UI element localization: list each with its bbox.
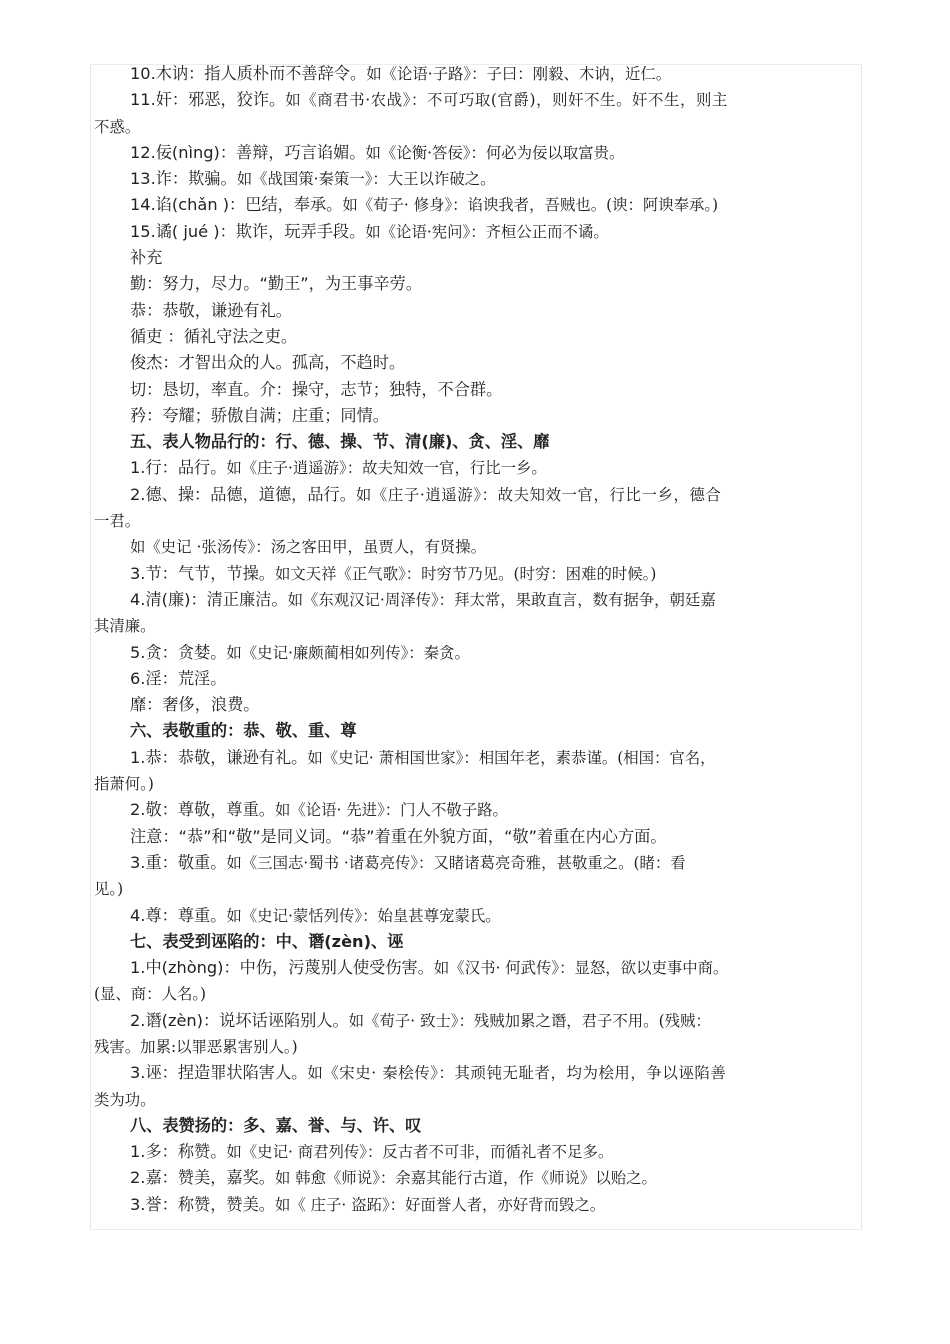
text-line: 1.多：称赞。如《史记· 商君列传》：反古者不可非，而循礼者不足多。 <box>130 1142 614 1162</box>
text-line: 2.德、操：品德，道德，品行。如《庄子·逍遥游》：故夫知效一官，行比一乡，德合 <box>130 484 722 504</box>
text-line: 1.行：品行。如《庄子·逍遥游》：故夫知效一官，行比一乡。 <box>130 458 547 478</box>
section-heading: 五、表人物品行的：行、德、操、节、清(廉)、贪、淫、靡 <box>130 432 550 452</box>
text-line: 见。) <box>94 880 124 899</box>
text-line: (显、商：人名。) <box>94 985 207 1004</box>
section-note: 补充 <box>130 248 163 268</box>
text-line: 3.节：气节，节操。如文天祥《正气歌》：时穷节乃见。(时穷：困难的时候。) <box>130 563 657 583</box>
text-line: 恭：恭敬，谦逊有礼。 <box>130 300 292 320</box>
text-line: 俊杰：才智出众的人。孤高，不趋时。 <box>130 353 406 373</box>
text-line: 指萧何。) <box>94 775 154 794</box>
section-heading: 六、表敬重的：恭、敬、重、尊 <box>130 721 357 741</box>
text-line: 一君。 <box>94 512 141 531</box>
text-line: 10.木讷：指人质朴而不善辞令。如《论语·子路》：子曰：刚毅、木讷，近仁。 <box>130 64 672 83</box>
text-line: 残害。加累:以罪恶累害别人。) <box>94 1037 298 1056</box>
text-line: 如《史记 ·张汤传》：汤之客田甲，虽贾人，有贤操。 <box>130 538 487 557</box>
text-line: 类为功。 <box>94 1090 156 1109</box>
text-line: 3.誉：称赞，赞美。如《 庄子· 盗跖》：好面誉人者，亦好背而毁之。 <box>130 1194 606 1214</box>
text-line: 2.嘉：赞美，嘉奖。如 韩愈《师说》：余嘉其能行古道，作《师说》以贻之。 <box>130 1168 657 1188</box>
text-line: 1.恭：恭敬，谦逊有礼。如《史记· 萧相国世家》：相国年老，素恭谨。(相国：官名， <box>130 747 716 767</box>
text-line: 3.重：敬重。如《三国志·蜀书 ·诸葛亮传》：又睹诸葛亮奇雅，甚敬重之。(睹：看 <box>130 852 686 872</box>
section-heading: 八、表赞扬的：多、嘉、誉、与、许、叹 <box>130 1115 422 1135</box>
text-line: 循吏 ：循礼守法之吏。 <box>130 326 298 346</box>
text-line: 6.淫：荒淫。 <box>130 668 227 688</box>
text-line: 15.谲( jué )：欺诈，玩弄手段。如《论语·宪问》：齐桓公正而不谲。 <box>130 221 609 241</box>
text-line: 4.尊：尊重。如《史记·蒙恬列传》：始皇甚尊宠蒙氏。 <box>130 905 501 925</box>
text-line: 5.贪：贪婪。如《史记·廉颇蔺相如列传》：秦贪。 <box>130 642 470 662</box>
note-line: 注意：“恭”和“敬”是同义词。“恭”着重在外貌方面，“敬”着重在内心方面。 <box>130 826 667 846</box>
text-line: 13.诈：欺骗。如《战国策·秦策一》：大王以诈破之。 <box>130 169 496 189</box>
text-line: 3.诬：捏造罪状陷害人。如《宋史· 秦桧传》：其顽钝无耻者，均为桧用，争以诬陷善 <box>130 1063 727 1083</box>
text-line: 切：恳切，率直。介：操守，志节；独特，不合群。 <box>130 379 503 399</box>
text-line: 12.佞(nìng)：善辩，巧言谄媚。如《论衡·答佞》：何必为佞以取富贵。 <box>130 142 625 162</box>
text-line: 4.清(廉)：清正廉洁。如《东观汉记·周泽传》：拜太常，果敢直言，数有据争，朝廷嘉 <box>130 589 716 609</box>
text-line: 矜：夸耀；骄傲自满；庄重；同情。 <box>130 405 389 425</box>
text-line: 14.谄(chǎn )：巴结，奉承。如《荀子· 修身》：谄谀我者，吾贼也。(谀：阿谀奉承。) <box>130 195 719 215</box>
text-line: 11.奸：邪恶，狡诈。如《商君书·农战》：不可巧取(官爵)，则奸不生。奸不生，则主 <box>130 90 728 110</box>
text-line: 勤：努力，尽力。“勤王”，为王事辛劳。 <box>130 274 422 294</box>
document-body <box>92 61 860 1218</box>
section-heading: 七、表受到诬陷的：中、谮(zèn)、诬 <box>130 931 404 951</box>
text-line: 不惑。 <box>94 117 141 136</box>
text-line: 2.敬：尊敬，尊重。如《论语· 先进》：门人不敬子路。 <box>130 800 508 820</box>
text-line: 其清廉。 <box>94 617 156 636</box>
text-line: 靡：奢侈，浪费。 <box>130 695 260 715</box>
text-line: 2.谮(zèn)：说坏话诬陷别人。如《荀子· 致士》：残贼加累之谮，君子不用。(残贼： <box>130 1010 711 1030</box>
text-line: 1.中(zhòng)：中伤，污蔑别人使受伤害。如《汉书· 何武传》：显怒，欲以吏事中商。 <box>130 958 729 978</box>
